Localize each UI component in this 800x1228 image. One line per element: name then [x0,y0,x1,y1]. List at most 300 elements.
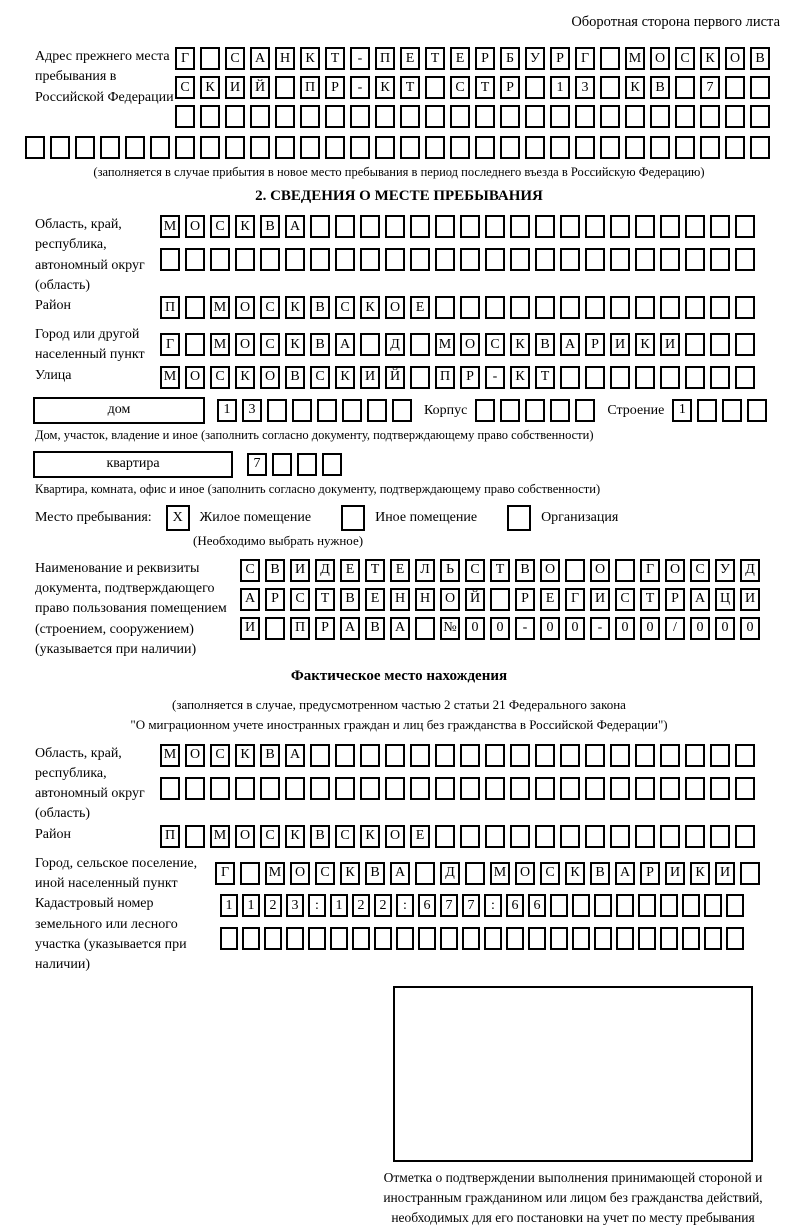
char-cell[interactable] [525,105,545,128]
char-cell[interactable] [635,248,655,271]
char-cell[interactable] [560,296,580,319]
char-cell[interactable]: О [515,862,535,885]
char-cell[interactable]: 6 [506,894,524,917]
char-cell[interactable]: В [535,333,555,356]
char-cell[interactable]: Г [565,588,585,611]
char-cell[interactable] [610,777,630,800]
char-cell[interactable]: М [625,47,645,70]
char-cell[interactable]: Г [160,333,180,356]
char-cell[interactable]: 1 [550,76,570,99]
char-cell[interactable] [392,399,412,422]
char-cell[interactable] [300,136,320,159]
char-cell[interactable] [435,296,455,319]
char-cell[interactable] [285,248,305,271]
char-cell[interactable] [385,744,405,767]
checkbox-residential[interactable]: X [166,505,190,531]
char-cell[interactable] [242,927,260,950]
char-cell[interactable] [685,296,705,319]
char-cell[interactable] [616,894,634,917]
char-cell[interactable]: М [435,333,455,356]
char-cell[interactable]: И [360,366,380,389]
char-cell[interactable] [735,777,755,800]
char-cell[interactable] [535,215,555,238]
char-cell[interactable] [615,559,635,582]
char-cell[interactable] [425,136,445,159]
char-cell[interactable]: Р [550,47,570,70]
char-cell[interactable] [585,296,605,319]
char-cell[interactable] [535,825,555,848]
char-cell[interactable] [275,136,295,159]
char-cell[interactable] [735,744,755,767]
char-cell[interactable] [660,825,680,848]
char-cell[interactable] [735,215,755,238]
char-cell[interactable] [610,825,630,848]
apartment-box[interactable]: квартира [33,451,233,478]
char-cell[interactable] [585,215,605,238]
char-cell[interactable] [275,76,295,99]
char-cell[interactable] [635,296,655,319]
char-cell[interactable] [560,215,580,238]
char-cell[interactable] [635,366,655,389]
char-cell[interactable]: - [485,366,505,389]
char-cell[interactable]: С [335,296,355,319]
char-cell[interactable] [350,105,370,128]
char-cell[interactable] [635,744,655,767]
char-cell[interactable]: О [385,296,405,319]
char-cell[interactable]: В [590,862,610,885]
char-cell[interactable] [510,248,530,271]
char-cell[interactable]: Г [640,559,660,582]
char-cell[interactable] [635,777,655,800]
char-cell[interactable]: В [650,76,670,99]
char-cell[interactable]: В [365,617,385,640]
char-cell[interactable]: К [360,825,380,848]
char-cell[interactable]: О [235,825,255,848]
char-cell[interactable] [310,777,330,800]
char-cell[interactable]: С [240,559,260,582]
char-cell[interactable]: О [665,559,685,582]
char-cell[interactable]: О [185,744,205,767]
char-cell[interactable]: В [515,559,535,582]
char-cell[interactable] [600,105,620,128]
char-cell[interactable] [735,333,755,356]
char-cell[interactable] [550,399,570,422]
char-cell[interactable] [275,105,295,128]
char-cell[interactable]: А [335,333,355,356]
char-cell[interactable]: К [565,862,585,885]
char-cell[interactable]: С [260,825,280,848]
char-cell[interactable]: : [484,894,502,917]
char-cell[interactable] [297,453,317,476]
char-cell[interactable] [710,825,730,848]
char-cell[interactable]: 0 [490,617,510,640]
char-cell[interactable]: К [700,47,720,70]
char-cell[interactable]: У [525,47,545,70]
char-cell[interactable] [500,399,520,422]
char-cell[interactable] [660,927,678,950]
char-cell[interactable] [325,105,345,128]
char-cell[interactable]: С [690,559,710,582]
char-cell[interactable] [660,744,680,767]
char-cell[interactable] [400,105,420,128]
char-cell[interactable]: А [390,862,410,885]
char-cell[interactable] [675,76,695,99]
char-cell[interactable] [685,248,705,271]
char-cell[interactable]: С [210,215,230,238]
char-cell[interactable] [335,744,355,767]
char-cell[interactable] [675,136,695,159]
char-cell[interactable]: 0 [465,617,485,640]
char-cell[interactable] [747,399,767,422]
char-cell[interactable] [75,136,95,159]
char-cell[interactable] [460,296,480,319]
char-cell[interactable] [475,399,495,422]
char-cell[interactable] [435,248,455,271]
char-cell[interactable] [415,862,435,885]
char-cell[interactable] [750,76,770,99]
char-cell[interactable] [710,215,730,238]
char-cell[interactable] [725,136,745,159]
char-cell[interactable] [660,894,678,917]
char-cell[interactable]: О [260,366,280,389]
char-cell[interactable]: Г [575,47,595,70]
char-cell[interactable] [585,777,605,800]
char-cell[interactable]: С [450,76,470,99]
char-cell[interactable] [490,588,510,611]
char-cell[interactable] [726,927,744,950]
char-cell[interactable] [635,825,655,848]
char-cell[interactable]: М [160,366,180,389]
char-cell[interactable] [572,927,590,950]
char-cell[interactable]: К [285,333,305,356]
char-cell[interactable]: П [160,825,180,848]
char-cell[interactable]: 2 [374,894,392,917]
char-cell[interactable] [525,399,545,422]
char-cell[interactable]: В [310,333,330,356]
char-cell[interactable]: П [290,617,310,640]
char-cell[interactable] [465,862,485,885]
char-cell[interactable]: 6 [528,894,546,917]
char-cell[interactable]: Е [400,47,420,70]
char-cell[interactable]: К [235,744,255,767]
char-cell[interactable]: А [285,215,305,238]
char-cell[interactable] [435,744,455,767]
char-cell[interactable]: И [715,862,735,885]
char-cell[interactable] [250,136,270,159]
char-cell[interactable] [660,248,680,271]
char-cell[interactable] [460,744,480,767]
char-cell[interactable] [710,744,730,767]
char-cell[interactable]: В [365,862,385,885]
char-cell[interactable]: Е [450,47,470,70]
char-cell[interactable]: С [175,76,195,99]
char-cell[interactable]: С [210,744,230,767]
char-cell[interactable] [264,927,282,950]
char-cell[interactable]: В [260,215,280,238]
char-cell[interactable]: С [210,366,230,389]
char-cell[interactable]: 3 [242,399,262,422]
char-cell[interactable] [200,47,220,70]
char-cell[interactable]: Д [740,559,760,582]
char-cell[interactable]: Р [475,47,495,70]
char-cell[interactable] [560,777,580,800]
char-cell[interactable] [396,927,414,950]
char-cell[interactable]: 7 [700,76,720,99]
char-cell[interactable] [410,215,430,238]
char-cell[interactable] [485,777,505,800]
char-cell[interactable]: П [300,76,320,99]
char-cell[interactable] [697,399,717,422]
char-cell[interactable]: 0 [565,617,585,640]
char-cell[interactable]: 0 [640,617,660,640]
char-cell[interactable] [560,248,580,271]
char-cell[interactable] [310,744,330,767]
char-cell[interactable] [185,825,205,848]
char-cell[interactable] [550,105,570,128]
char-cell[interactable] [650,105,670,128]
char-cell[interactable]: О [185,215,205,238]
char-cell[interactable] [506,927,524,950]
char-cell[interactable] [410,777,430,800]
char-cell[interactable] [235,777,255,800]
char-cell[interactable]: И [740,588,760,611]
char-cell[interactable]: О [460,333,480,356]
char-cell[interactable] [475,105,495,128]
char-cell[interactable] [415,617,435,640]
char-cell[interactable]: О [590,559,610,582]
char-cell[interactable]: О [725,47,745,70]
char-cell[interactable]: Т [425,47,445,70]
char-cell[interactable] [735,296,755,319]
char-cell[interactable] [594,927,612,950]
char-cell[interactable] [710,296,730,319]
char-cell[interactable]: У [715,559,735,582]
char-cell[interactable] [500,136,520,159]
char-cell[interactable] [575,399,595,422]
char-cell[interactable]: О [235,296,255,319]
char-cell[interactable] [525,136,545,159]
char-cell[interactable] [585,825,605,848]
char-cell[interactable]: К [510,333,530,356]
char-cell[interactable] [735,366,755,389]
char-cell[interactable]: Б [500,47,520,70]
char-cell[interactable] [360,215,380,238]
char-cell[interactable] [485,296,505,319]
checkbox-other-premises[interactable] [341,505,365,531]
char-cell[interactable] [685,777,705,800]
char-cell[interactable] [335,777,355,800]
char-cell[interactable]: В [285,366,305,389]
char-cell[interactable] [360,248,380,271]
char-cell[interactable] [225,105,245,128]
char-cell[interactable] [525,76,545,99]
char-cell[interactable]: П [160,296,180,319]
char-cell[interactable]: С [675,47,695,70]
char-cell[interactable]: 0 [690,617,710,640]
char-cell[interactable]: С [335,825,355,848]
house-box[interactable]: дом [33,397,205,424]
char-cell[interactable] [565,559,585,582]
char-cell[interactable] [610,366,630,389]
char-cell[interactable]: 0 [615,617,635,640]
char-cell[interactable]: 3 [286,894,304,917]
char-cell[interactable] [375,105,395,128]
char-cell[interactable] [200,136,220,159]
char-cell[interactable]: П [375,47,395,70]
char-cell[interactable]: 1 [220,894,238,917]
char-cell[interactable] [585,744,605,767]
char-cell[interactable]: Й [385,366,405,389]
char-cell[interactable] [410,333,430,356]
char-cell[interactable] [510,744,530,767]
char-cell[interactable] [575,105,595,128]
char-cell[interactable] [535,296,555,319]
char-cell[interactable]: С [465,559,485,582]
char-cell[interactable]: И [240,617,260,640]
char-cell[interactable] [682,927,700,950]
char-cell[interactable] [25,136,45,159]
char-cell[interactable]: А [390,617,410,640]
char-cell[interactable] [50,136,70,159]
char-cell[interactable] [610,296,630,319]
char-cell[interactable] [535,248,555,271]
char-cell[interactable] [272,453,292,476]
char-cell[interactable] [460,215,480,238]
char-cell[interactable]: Т [475,76,495,99]
char-cell[interactable]: Т [640,588,660,611]
char-cell[interactable]: К [285,296,305,319]
char-cell[interactable]: Р [315,617,335,640]
char-cell[interactable] [660,215,680,238]
char-cell[interactable] [160,777,180,800]
char-cell[interactable]: Р [325,76,345,99]
char-cell[interactable] [710,248,730,271]
char-cell[interactable] [210,248,230,271]
char-cell[interactable]: М [210,296,230,319]
char-cell[interactable] [425,105,445,128]
char-cell[interactable] [460,248,480,271]
char-cell[interactable] [260,777,280,800]
char-cell[interactable] [330,927,348,950]
char-cell[interactable] [550,894,568,917]
char-cell[interactable] [610,248,630,271]
char-cell[interactable] [335,215,355,238]
char-cell[interactable]: О [440,588,460,611]
char-cell[interactable] [735,825,755,848]
char-cell[interactable] [235,248,255,271]
char-cell[interactable]: И [665,862,685,885]
char-cell[interactable]: - [515,617,535,640]
char-cell[interactable]: О [650,47,670,70]
char-cell[interactable]: П [435,366,455,389]
char-cell[interactable] [418,927,436,950]
char-cell[interactable] [610,744,630,767]
char-cell[interactable]: Д [315,559,335,582]
char-cell[interactable]: И [290,559,310,582]
char-cell[interactable] [625,136,645,159]
char-cell[interactable]: - [590,617,610,640]
char-cell[interactable]: Р [665,588,685,611]
char-cell[interactable]: О [235,333,255,356]
char-cell[interactable] [700,136,720,159]
char-cell[interactable] [725,76,745,99]
char-cell[interactable]: Й [250,76,270,99]
char-cell[interactable] [185,296,205,319]
char-cell[interactable] [660,366,680,389]
char-cell[interactable] [175,136,195,159]
char-cell[interactable]: А [285,744,305,767]
char-cell[interactable]: 1 [217,399,237,422]
char-cell[interactable]: Е [390,559,410,582]
char-cell[interactable]: Д [385,333,405,356]
char-cell[interactable]: К [200,76,220,99]
char-cell[interactable] [735,248,755,271]
char-cell[interactable]: 1 [242,894,260,917]
char-cell[interactable]: К [360,296,380,319]
char-cell[interactable]: Й [465,588,485,611]
char-cell[interactable] [267,399,287,422]
char-cell[interactable] [322,453,342,476]
char-cell[interactable] [367,399,387,422]
char-cell[interactable]: Е [410,296,430,319]
char-cell[interactable]: Н [275,47,295,70]
char-cell[interactable] [485,744,505,767]
char-cell[interactable]: О [540,559,560,582]
char-cell[interactable]: М [160,215,180,238]
char-cell[interactable]: И [610,333,630,356]
char-cell[interactable] [560,744,580,767]
char-cell[interactable] [352,927,370,950]
char-cell[interactable]: И [590,588,610,611]
char-cell[interactable] [685,215,705,238]
char-cell[interactable] [317,399,337,422]
char-cell[interactable] [360,333,380,356]
char-cell[interactable] [484,927,502,950]
char-cell[interactable]: Е [410,825,430,848]
char-cell[interactable]: С [225,47,245,70]
char-cell[interactable] [374,927,392,950]
char-cell[interactable] [335,248,355,271]
char-cell[interactable]: С [260,333,280,356]
char-cell[interactable] [485,215,505,238]
char-cell[interactable]: 0 [540,617,560,640]
char-cell[interactable]: 3 [575,76,595,99]
char-cell[interactable]: А [240,588,260,611]
char-cell[interactable] [700,105,720,128]
char-cell[interactable]: К [335,366,355,389]
char-cell[interactable] [722,399,742,422]
char-cell[interactable] [435,777,455,800]
char-cell[interactable] [600,136,620,159]
char-cell[interactable] [510,777,530,800]
char-cell[interactable]: 1 [672,399,692,422]
char-cell[interactable] [450,105,470,128]
char-cell[interactable] [594,894,612,917]
char-cell[interactable] [410,248,430,271]
char-cell[interactable] [510,825,530,848]
char-cell[interactable] [485,825,505,848]
char-cell[interactable]: Т [325,47,345,70]
char-cell[interactable] [440,927,458,950]
char-cell[interactable]: Ь [440,559,460,582]
char-cell[interactable] [635,215,655,238]
char-cell[interactable]: Т [535,366,555,389]
char-cell[interactable]: С [485,333,505,356]
char-cell[interactable] [185,333,205,356]
char-cell[interactable] [685,366,705,389]
char-cell[interactable] [550,136,570,159]
char-cell[interactable]: С [540,862,560,885]
